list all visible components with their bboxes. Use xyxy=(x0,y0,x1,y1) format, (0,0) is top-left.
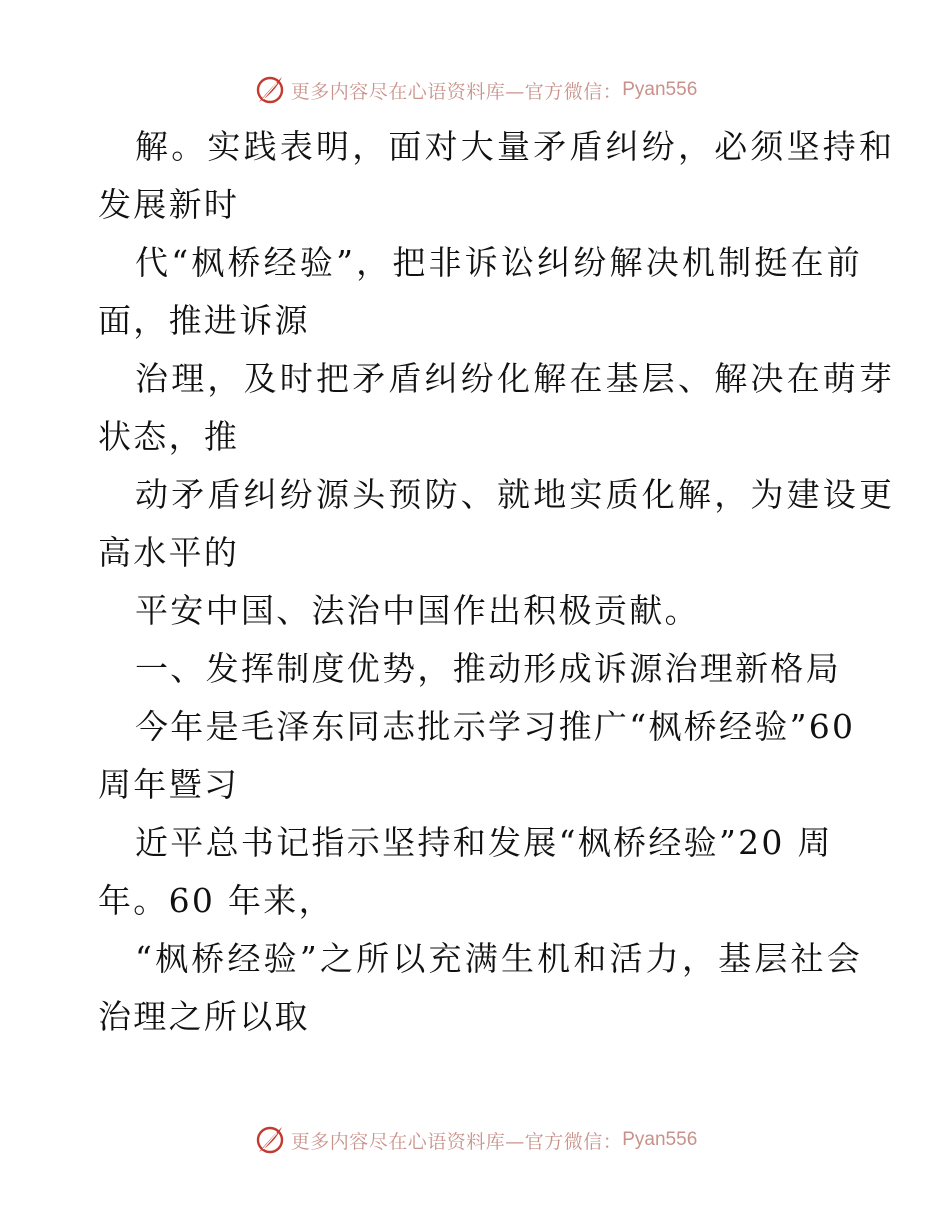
footer-watermark xyxy=(0,1122,950,1158)
text-line: 治理，及时把矛盾纠纷化解在基层、解决在萌芽 xyxy=(135,359,896,398)
text-line: “枫桥经验”之所以充满生机和活力，基层社会 xyxy=(135,939,863,978)
text-line: 周年暨习 xyxy=(98,765,240,804)
watermark-wechat-id: Pyan556 xyxy=(622,1129,698,1150)
body-text xyxy=(98,118,896,1046)
text-line: 发展新时 xyxy=(98,185,240,224)
text-line: 治理之所以取 xyxy=(98,997,310,1036)
text-line: 今年是毛泽东同志批示学习推广“枫桥经验”60 xyxy=(135,707,856,746)
header-watermark xyxy=(0,72,950,108)
text-line: 动矛盾纠纷源头预防、就地实质化解，为建设更 xyxy=(135,475,896,514)
watermark-wechat-id: Pyan556 xyxy=(622,79,698,100)
text-line: 年。60 年来， xyxy=(98,881,334,920)
text-line: 平安中国、法治中国作出积极贡献。 xyxy=(135,591,700,630)
watermark-text: 更多内容尽在心语资料库—官方微信： xyxy=(290,1130,623,1153)
feather-logo-icon xyxy=(253,1123,287,1157)
section-heading: 一、发挥制度优势，推动形成诉源治理新格局 xyxy=(135,649,841,688)
text-line: 解。实践表明，面对大量矛盾纠纷，必须坚持和 xyxy=(135,127,896,166)
feather-logo-icon xyxy=(253,73,287,107)
text-line: 代“枫桥经验”，把非诉讼纠纷解决机制挺在前 xyxy=(135,243,863,282)
watermark-text: 更多内容尽在心语资料库—官方微信： xyxy=(290,80,623,103)
text-line: 高水平的 xyxy=(98,533,240,572)
text-line: 状态，推 xyxy=(98,417,240,456)
text-line: 面，推进诉源 xyxy=(98,301,310,340)
text-line: 近平总书记指示坚持和发展“枫桥经验”20 周 xyxy=(135,823,833,862)
